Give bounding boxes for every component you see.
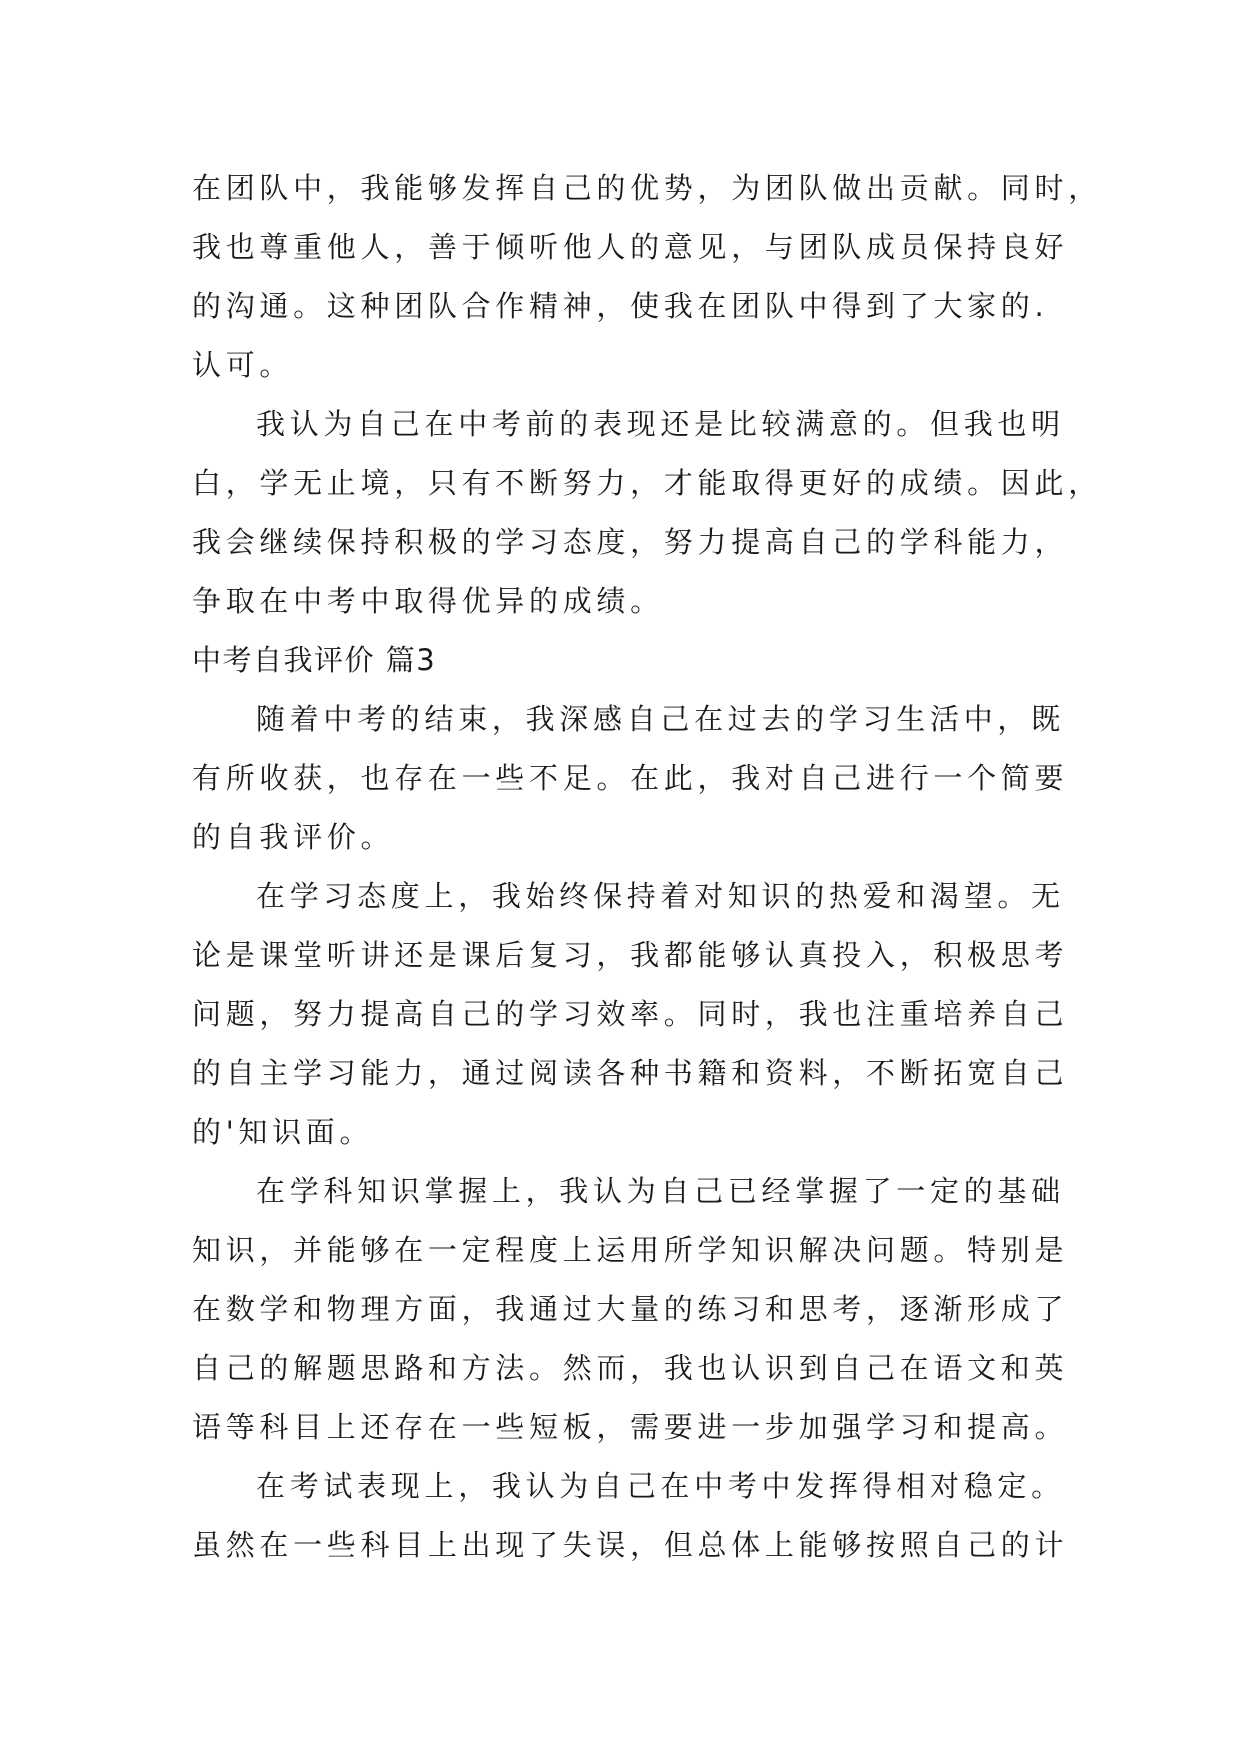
text-line: 我也尊重他人，善于倾听他人的意见，与团队成员保持良好 (192, 230, 1069, 264)
text-line: 论是课堂听讲还是课后复习，我都能够认真投入，积极思考 (192, 938, 1069, 972)
paragraph-first-line: 在考试表现上，我认为自己在中考中发挥得相对稳定。 (256, 1469, 1065, 1503)
text-line: 争取在中考中取得优异的成绩。 (192, 584, 664, 618)
text-line: 的自我评价。 (192, 820, 395, 854)
text-line: 认可。 (192, 348, 294, 382)
text-line: 有所收获，也存在一些不足。在此，我对自己进行一个简要 (192, 761, 1069, 795)
text-line: 我会继续保持积极的学习态度，努力提高自己的学科能力， (192, 525, 1069, 559)
text-line: 虽然在一些科目上出现了失误，但总体上能够按照自己的计 (192, 1528, 1069, 1562)
text-line: 在团队中，我能够发挥自己的优势，为团队做出贡献。同时， (192, 171, 1102, 205)
paragraph-first-line: 我认为自己在中考前的表现还是比较满意的。但我也明 (256, 407, 1065, 441)
text-line: 在数学和物理方面，我通过大量的练习和思考，逐渐形成了 (192, 1292, 1069, 1326)
paragraph-first-line: 在学习态度上，我始终保持着对知识的热爱和渴望。无 (256, 879, 1065, 913)
text-line: 自己的解题思路和方法。然而，我也认识到自己在语文和英 (192, 1351, 1069, 1385)
paragraph-first-line: 在学科知识掌握上，我认为自己已经掌握了一定的基础 (256, 1174, 1065, 1208)
text-line: 的自主学习能力，通过阅读各种书籍和资料，不断拓宽自己 (192, 1056, 1069, 1090)
section-heading: 中考自我评价 篇3 (192, 643, 437, 677)
text-line: 的'知识面。 (192, 1115, 374, 1149)
text-line: 问题，努力提高自己的学习效率。同时，我也注重培养自己 (192, 997, 1069, 1031)
text-line: 知识，并能够在一定程度上运用所学知识解决问题。特别是 (192, 1233, 1069, 1267)
paragraph-first-line: 随着中考的结束，我深感自己在过去的学习生活中，既 (256, 702, 1065, 736)
text-line: 白，学无止境，只有不断努力，才能取得更好的成绩。因此， (192, 466, 1102, 500)
text-line: 的沟通。这种团队合作精神，使我在团队中得到了大家的. (192, 289, 1049, 323)
text-line: 语等科目上还存在一些短板，需要进一步加强学习和提高。 (192, 1410, 1069, 1444)
